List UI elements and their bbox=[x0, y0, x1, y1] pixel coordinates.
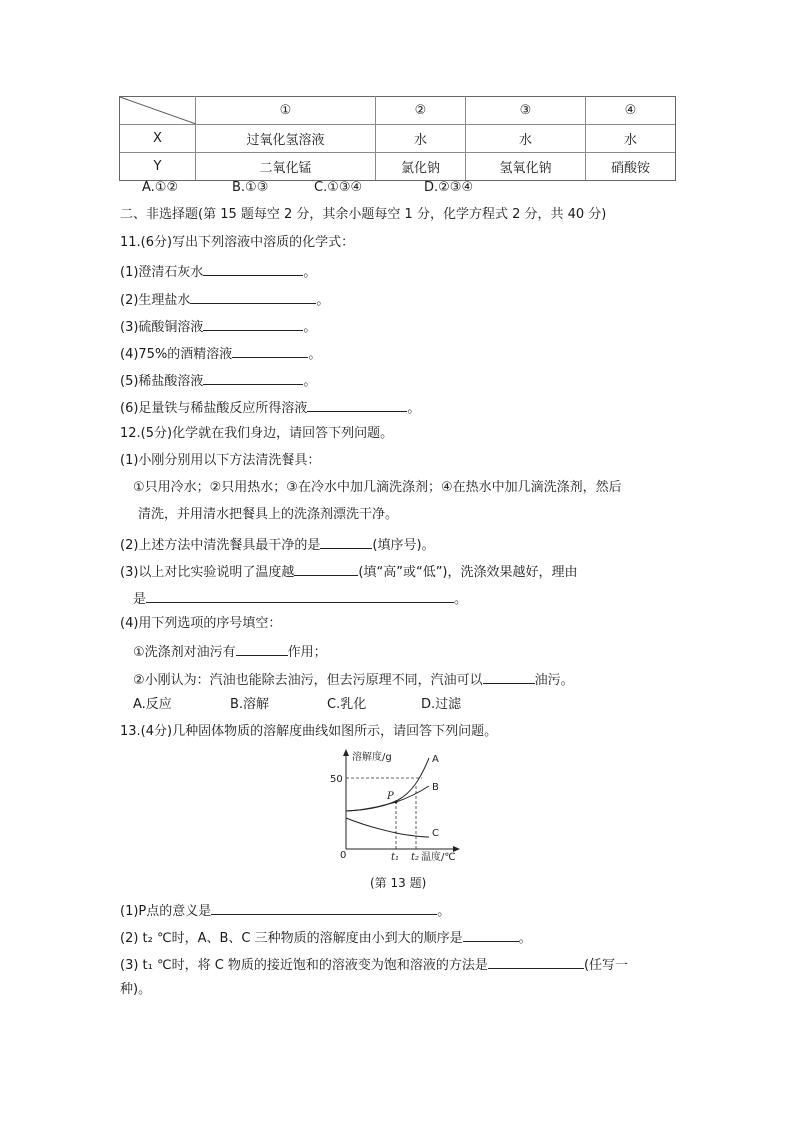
answer-blank[interactable] bbox=[190, 290, 316, 304]
options-table bbox=[119, 96, 676, 181]
q11-item-5 bbox=[120, 371, 316, 390]
answer-blank[interactable] bbox=[488, 955, 584, 969]
question-text: (1)P点的意义是 bbox=[120, 904, 212, 919]
question-text: (3)以上对比实验说明了温度越 bbox=[120, 565, 295, 580]
y-tick-50: 50 bbox=[330, 774, 343, 785]
y-axis-arrow bbox=[343, 749, 349, 756]
answer-blank[interactable] bbox=[463, 928, 519, 942]
section-title: 二、非选择题(第 15 题每空 2 分，其余小题每空 1 分，化学方程式 2 分，共 40 分) bbox=[120, 207, 607, 222]
period: 。 bbox=[308, 347, 322, 362]
q12-part2 bbox=[120, 535, 435, 554]
q13-part3-cont: 种)。 bbox=[120, 982, 152, 997]
diagonal-header-cell bbox=[120, 97, 196, 125]
question-text: 油污。 bbox=[534, 673, 574, 688]
option-b: B.①③ bbox=[232, 180, 269, 195]
series-b-label: B bbox=[432, 782, 439, 793]
table-header: ② bbox=[376, 97, 466, 125]
option-d: D.②③④ bbox=[424, 180, 474, 195]
q12-options bbox=[133, 697, 461, 713]
table-header-row bbox=[120, 97, 676, 125]
answer-blank[interactable] bbox=[203, 317, 303, 331]
period: 。 bbox=[303, 374, 317, 389]
q12-part3 bbox=[120, 562, 578, 581]
answer-blank[interactable] bbox=[236, 642, 288, 656]
q12-part4-2 bbox=[133, 670, 574, 689]
table-header: ③ bbox=[466, 97, 586, 125]
point-p-label: P bbox=[387, 791, 394, 802]
q10-options bbox=[142, 180, 473, 196]
answer-blank[interactable] bbox=[203, 262, 303, 276]
row-label: X bbox=[120, 125, 196, 153]
answer-blank[interactable] bbox=[211, 901, 437, 915]
table-header: ④ bbox=[586, 97, 676, 125]
q12-stem: 12.(5分)化学就在我们身边，请回答下列问题。 bbox=[120, 426, 394, 441]
q11-item-1 bbox=[120, 262, 316, 281]
period: 。 bbox=[407, 401, 421, 416]
table-cell: 氯化钠 bbox=[376, 153, 466, 181]
table-cell: 水 bbox=[376, 125, 466, 153]
table-cell: 氢氧化钠 bbox=[466, 153, 586, 181]
period: 。 bbox=[316, 293, 330, 308]
x-tick-t1: t₁ bbox=[391, 852, 400, 863]
item-text: (4)75%的酒精溶液 bbox=[120, 347, 233, 362]
question-text: 作用； bbox=[287, 645, 327, 660]
question-text: 是 bbox=[133, 592, 147, 607]
period: 。 bbox=[303, 265, 317, 280]
q12-part1: (1)小刚分别用以下方法清洗餐具： bbox=[120, 453, 321, 468]
answer-blank[interactable] bbox=[294, 562, 358, 576]
q12-part3-cont bbox=[133, 589, 467, 608]
q13-part2 bbox=[120, 928, 532, 947]
y-axis-label: 溶解度/g bbox=[352, 752, 392, 763]
question-text: (填“高”或“低”)，洗涤效果越好，理由 bbox=[358, 565, 578, 580]
question-text: (2)上述方法中清洗餐具最干净的是 bbox=[120, 538, 321, 553]
answer-blank[interactable] bbox=[483, 670, 535, 684]
x-axis-label: 温度/℃ bbox=[421, 852, 456, 863]
question-text: (2) t₂ ℃时，A、B、C 三种物质的溶解度由小到大的顺序是 bbox=[120, 931, 463, 946]
option-a: A.反应 bbox=[133, 697, 172, 712]
diagonal-line bbox=[120, 97, 196, 124]
question-text: ②小刚认为：汽油也能除去油污，但去污原理不同，汽油可以 bbox=[133, 673, 483, 688]
option-c: C.①③④ bbox=[314, 180, 363, 195]
item-text: (5)稀盐酸溶液 bbox=[120, 374, 204, 389]
row-label: Y bbox=[120, 153, 196, 181]
q13-part1 bbox=[120, 901, 450, 920]
question-text: ①洗涤剂对油污有 bbox=[133, 645, 236, 660]
item-text: (1)澄清石灰水 bbox=[120, 265, 204, 280]
q13-stem: 13.(4分)几种固体物质的溶解度曲线如图所示，请回答下列问题。 bbox=[120, 724, 498, 739]
table-cell: 硝酸铵 bbox=[586, 153, 676, 181]
period: 。 bbox=[303, 320, 317, 335]
question-text: (任写一 bbox=[583, 958, 629, 973]
option-a: A.①② bbox=[142, 180, 179, 195]
answer-blank[interactable] bbox=[232, 344, 308, 358]
origin-label: 0 bbox=[340, 850, 347, 861]
table-cell: 水 bbox=[466, 125, 586, 153]
series-c-curve bbox=[346, 818, 429, 837]
question-text: (填序号)。 bbox=[372, 538, 435, 553]
answer-blank[interactable] bbox=[307, 398, 407, 412]
option-d: D.过滤 bbox=[421, 697, 462, 712]
series-c-label: C bbox=[432, 828, 439, 839]
period: 。 bbox=[454, 592, 468, 607]
option-c: C.乳化 bbox=[327, 697, 367, 712]
table-row bbox=[120, 153, 676, 181]
question-text: (3) t₁ ℃时，将 C 物质的接近饱和的溶液变为饱和溶液的方法是 bbox=[120, 958, 488, 973]
figure-caption: (第 13 题) bbox=[370, 876, 427, 890]
table-row bbox=[120, 125, 676, 153]
table-cell: 水 bbox=[586, 125, 676, 153]
answer-blank[interactable] bbox=[320, 535, 372, 549]
solubility-chart bbox=[326, 748, 466, 866]
table-cell: 二氧化锰 bbox=[196, 153, 376, 181]
q11-stem: 11.(6分)写出下列溶液中溶质的化学式： bbox=[120, 235, 355, 250]
series-a-curve bbox=[346, 758, 429, 811]
point-p bbox=[395, 801, 398, 804]
period: 。 bbox=[518, 931, 532, 946]
table-header: ① bbox=[196, 97, 376, 125]
q11-item-3 bbox=[120, 317, 316, 336]
item-text: (2)生理盐水 bbox=[120, 293, 191, 308]
q12-part4: (4)用下列选项的序号填空： bbox=[120, 616, 282, 631]
q11-item-4 bbox=[120, 344, 321, 363]
q11-item-2 bbox=[120, 290, 329, 309]
item-text: (6)足量铁与稀盐酸反应所得溶液 bbox=[120, 401, 308, 416]
q12-methods-line1: ①只用冷水；②只用热水；③在冷水中加几滴洗涤剂；④在热水中加几滴洗涤剂，然后 bbox=[133, 480, 622, 495]
x-tick-t2: t₂ bbox=[411, 852, 420, 863]
answer-blank[interactable] bbox=[146, 589, 454, 603]
q12-part4-1 bbox=[133, 642, 327, 661]
q13-part3 bbox=[120, 955, 628, 974]
q12-methods-line2: 清洗，并用清水把餐具上的洗涤剂漂洗干净。 bbox=[138, 507, 399, 522]
series-a-label: A bbox=[432, 754, 439, 765]
option-b: B.溶解 bbox=[230, 697, 270, 712]
period: 。 bbox=[437, 904, 451, 919]
q11-item-6 bbox=[120, 398, 420, 417]
item-text: (3)硫酸铜溶液 bbox=[120, 320, 204, 335]
table-cell: 过氧化氢溶液 bbox=[196, 125, 376, 153]
answer-blank[interactable] bbox=[203, 371, 303, 385]
